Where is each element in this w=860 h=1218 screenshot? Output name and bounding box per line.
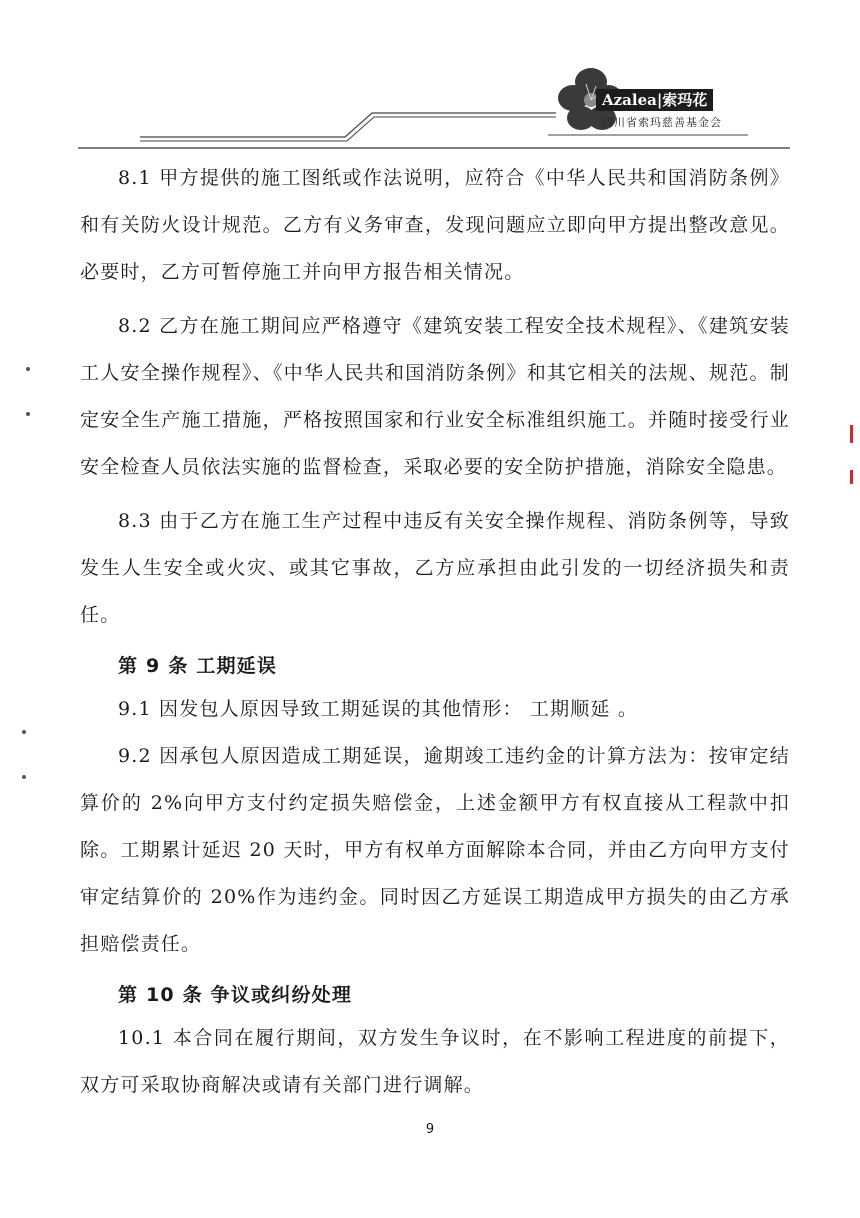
- logo-subtitle: 四川省索玛慈善基金会: [602, 116, 722, 129]
- edge-mark: [850, 470, 853, 484]
- clause-8-1: 8.1 甲方提供的施工图纸或作法说明，应符合《中华人民共和国消防条例》和有关防火设计规范。乙方有义务审查，发现问题应立即向甲方提出整改意见。必要时，乙方可暂停施工并向甲方报告相关情况。: [80, 167, 790, 283]
- article-10-heading: 第 10 条 争议或纠纷处理: [118, 984, 353, 1006]
- clause-8-3: 8.3 由于乙方在施工生产过程中违反有关安全操作规程、消防条例等，导致发生人生安全或火灾、或其它事故，乙方应承担由此引发的一切经济损失和责任。: [80, 510, 790, 626]
- clause-8-2: 8.2 乙方在施工期间应严格遵守《建筑安装工程安全技术规程》、《建筑安装工人安全操作规程》、《中华人民共和国消防条例》和其它相关的法规、规范。制定安全生产施工措施，严格按照国家和行业安全标准组织施工。并随时接受行业安全检查人员依法实施的监督检查，采取必要的安全防护措施，消除安全隐患。: [80, 315, 790, 478]
- scan-mark: [22, 775, 26, 779]
- logo-title: Azalea|索玛花: [596, 89, 713, 111]
- page-number: 9: [425, 1122, 435, 1137]
- clause-9-1: 9.1 因发包人原因导致工期延误的其他情形： 工期顺延 。: [118, 698, 639, 720]
- scan-mark: [22, 730, 26, 734]
- clause-9-2: 9.2 因承包人原因造成工期延误，逾期竣工违约金的计算方法为：按审定结算价的 2%向甲方支付约定损失赔偿金，上述金额甲方有权直接从工程款中扣除。工期累计延迟 20 天时，甲方有权单方面解除本合同，并由乙方向甲方支付审定结算价的 20%作为违约金。同时因乙方延误工期造成甲方损失的由乙方承担赔偿责任。: [80, 745, 790, 955]
- edge-mark: [850, 425, 853, 443]
- contract-body: [80, 155, 790, 1116]
- clause-10-1: 10.1 本合同在履行期间，双方发生争议时，在不影响工程进度的前提下，双方可采取协商解决或请有关部门进行调解。: [80, 1027, 790, 1096]
- article-9-heading: 第 9 条 工期延误: [118, 655, 278, 677]
- scan-mark: [26, 412, 30, 416]
- foundation-logo: [556, 62, 746, 132]
- scan-mark: [26, 367, 30, 371]
